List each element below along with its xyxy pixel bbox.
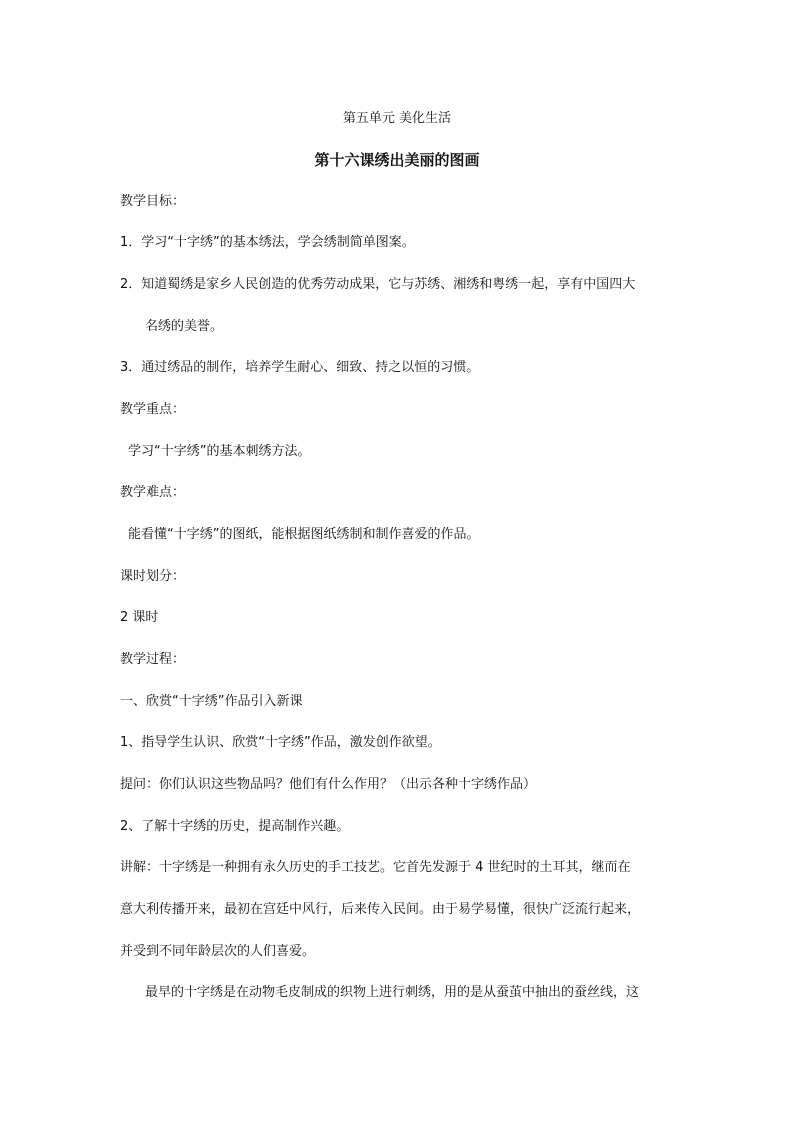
explanation-line-1: 讲解：十字绣是一种拥有永久历史的手工技艺。它首先发源于 4 世纪时的土耳其，继而在	[120, 860, 631, 875]
difficulties-heading: 教学难点：	[120, 485, 186, 500]
section-heading-1: 一、欣赏“十字绣”作品引入新课	[120, 694, 303, 709]
process-heading: 教学过程：	[120, 652, 186, 667]
hours-text: 2 课时	[120, 610, 159, 625]
explanation-line-3: 并受到不同年龄层次的人们喜爱。	[120, 944, 316, 959]
history-paragraph-line-1: 最早的十字绣是在动物毛皮制成的织物上进行刺绣，用的是从蚕茧中抽出的蚕丝线，这	[145, 985, 640, 1000]
unit-title: 第五单元 美化生活	[342, 111, 452, 126]
key-points-text: 学习“十字绣”的基本刺绣方法。	[128, 444, 311, 459]
hours-heading: 课时划分：	[120, 569, 186, 584]
step-1: 1、指导学生认识、欣赏“十字绣”作品，激发创作欲望。	[120, 735, 441, 750]
lesson-title: 第十六课绣出美丽的图画	[314, 151, 480, 169]
objective-item-2: 2．知道蜀绣是家乡人民创造的优秀劳动成果，它与苏绣、湘绣和粤绣一起，享有中国四大	[120, 277, 636, 292]
objective-item-3: 3．通过绣品的制作，培养学生耐心、细致、持之以恒的习惯。	[120, 360, 480, 375]
key-points-heading: 教学重点：	[120, 402, 186, 417]
question-text: 提问：你们认识这些物品吗？他们有什么作用？（出示各种十字绣作品）	[120, 777, 537, 792]
objectives-heading: 教学目标：	[120, 194, 186, 209]
step-2: 2、了解十字绣的历史，提高制作兴趣。	[120, 819, 350, 834]
explanation-line-2: 意大利传播开来，最初在宫廷中风行，后来传入民间。由于易学易懂，很快广泛流行起来，	[120, 902, 641, 917]
objective-item-1: 1．学习“十字绣”的基本绣法，学会绣制简单图案。	[120, 235, 415, 250]
objective-item-2-continued: 名绣的美誉。	[145, 319, 224, 334]
difficulties-text: 能看懂“十字绣”的图纸，能根据图纸绣制和制作喜爱的作品。	[128, 527, 480, 542]
